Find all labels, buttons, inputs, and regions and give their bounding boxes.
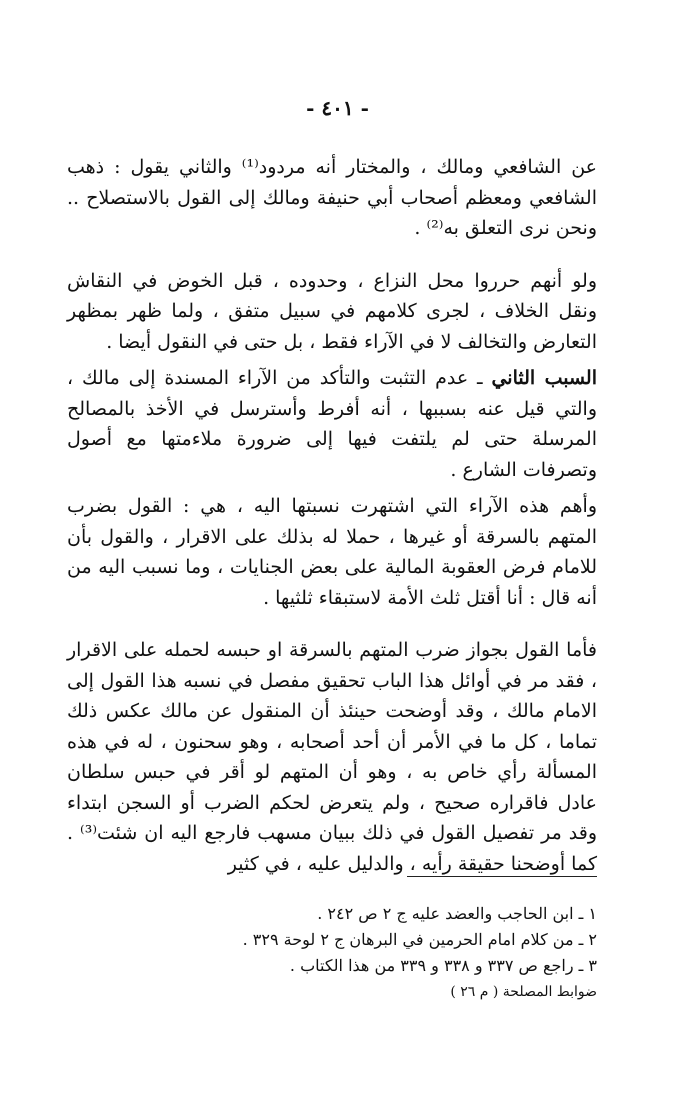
page-number: - ٤٠١ - [306, 96, 369, 120]
paragraph-2-text: ولو أنهم حرروا محل النزاع ، وحدوده ، قبل الخوض في النقاش ونقل الخلاف ، لجرى كلامهم في سبيل متفق ، ولما ظهر بمظهر التعارض والتخالف لا في الآراء فقط ، بل حتى في النقول أيضا . [67, 269, 597, 353]
signature-mark: ضوابط المصلحة ( م ٢٦ ) [450, 984, 597, 1000]
footnote-3: ٣ ـ راجع ص ٣٣٧ و ٣٣٨ و ٣٣٩ من هذا الكتاب . [289, 956, 597, 975]
footnote-divider [407, 876, 597, 877]
footnote-2: ٢ ـ من كلام امام الحرمين في البرهان ج ٢ لوحة ٣٢٩ . [242, 930, 597, 949]
section-heading-second-reason: السبب الثاني [491, 367, 597, 389]
footnote-1: ١ ـ ابن الحاجب والعضد عليه ج ٢ ص ٢٤٢ . [317, 904, 597, 923]
paragraph-1 [67, 152, 597, 244]
main-text [67, 152, 597, 879]
paragraph-4-text: وأهم هذه الآراء التي اشتهرت نسبتها اليه ، هي : القول بضرب المتهم بالسرقة أو غيرها ، حملا له بذلك على الاقرار ، والقول بأن للامام فرض العقوبة المالية على بعض الجنايات ، وما نسبب اليه من أنه قال : أنا أقتل ثلث الأمة لاستبقاء ثلثيها . [67, 495, 597, 609]
paragraph-3 [67, 363, 597, 485]
paragraph-1-text: عن الشافعي ومالك ، والمختار أنه مردود⁽¹⁾ والثاني يقول : ذهب الشافعي ومعظم أصحاب أبي حنيفة ومالك إلى القول بالاستصلاح .. ونحن نرى التعلق به⁽²⁾ . [67, 156, 597, 239]
paragraph-2 [67, 266, 597, 358]
paragraph-3-text: ـ عدم التثبت والتأكد من الآراء المسندة إلى مالك ، والتي قيل عنه بسببها ، أنه أفرط وأسترسل في الأخذ بالمصالح المرسلة حتى لم يلتفت فيها إلى ضرورة ملاءمتها مع أصول وتصرفات الشارع . [67, 367, 597, 481]
footnotes [67, 901, 597, 979]
paragraph-4 [67, 491, 597, 613]
paragraph-5-text: فأما القول بجواز ضرب المتهم بالسرقة او حبسه لحمله على الاقرار ، فقد مر في أوائل هذا الباب تحقيق مفصل في نسبه هذا القول إلى الامام مالك ، وقد أوضحت حينئذ أن المنقول عن مالك عكس ذلك تماما ، كل ما في الأمر أن أحد أصحابه ، وهو سحنون ، له في هذه المسألة رأي خاص به ، وهو أن المتهم لو أقر في حبس سلطان عادل فاقراره صحيح ، ولم يتعرض لحكم الضرب أو السجن ابتداء وقد مر تفصيل القول في ذلك ببيان مسهب فارجع اليه ان شئت⁽³⁾ . كما أوضحنا حقيقة رأيه ، والدليل عليه ، في كثير [67, 639, 597, 875]
paragraph-5 [67, 635, 597, 879]
